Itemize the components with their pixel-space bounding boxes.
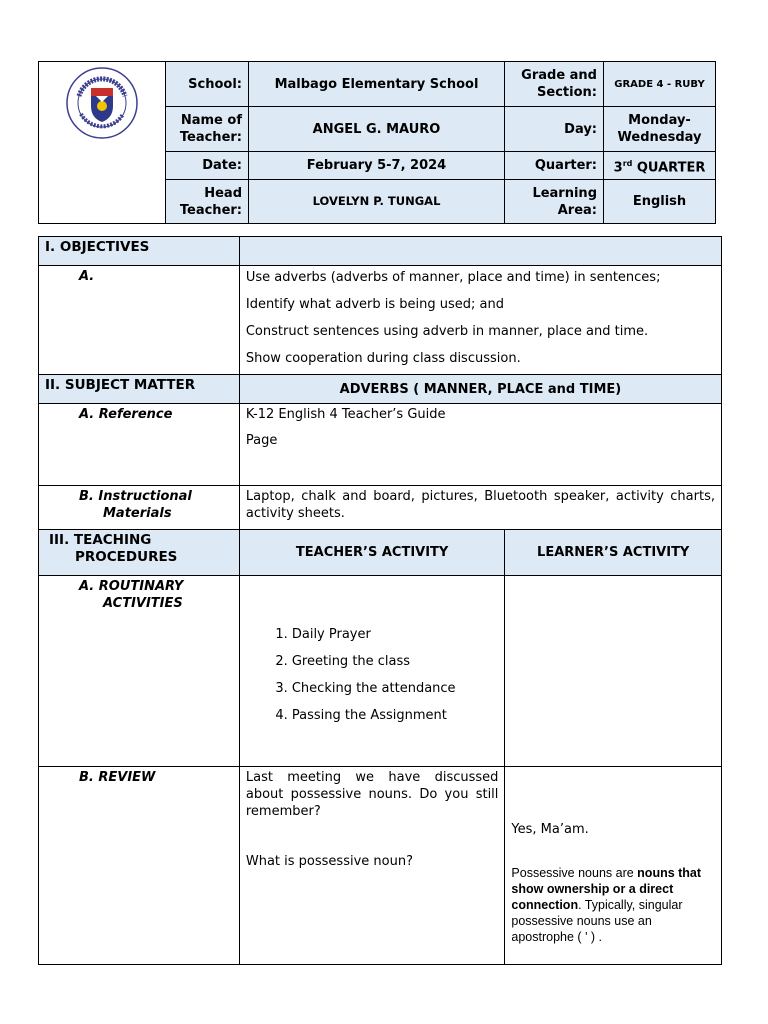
list-item: 1. Daily Prayer [292, 626, 499, 643]
objectives-list [239, 266, 721, 375]
review-teacher-question: What is possessive noun? [245, 854, 413, 869]
date-label: Date: [166, 152, 249, 180]
review-teacher-question: Last meeting we have discussed about possessive nouns. Do you still remember? [245, 770, 499, 819]
objectives-heading: I. OBJECTIVES [39, 237, 240, 266]
header-table [38, 61, 716, 224]
routinary-list [292, 626, 499, 724]
teacher-label: Name of Teacher: [166, 107, 249, 152]
learning-area-value: English [604, 180, 716, 224]
list-item: 2. Greeting the class [292, 653, 499, 670]
review-label: B. REVIEW [39, 767, 240, 965]
subject-title: ADVERBS ( MANNER, PLACE and TIME) [239, 375, 721, 404]
procedures-heading: III. TEACHING PROCEDURES [39, 530, 240, 576]
routinary-learner-cell [505, 576, 722, 767]
learning-area-label: Learning Area: [505, 180, 604, 224]
quarter-label: Quarter: [505, 152, 604, 180]
head-teacher-value: LOVELYN P. TUNGAL [249, 180, 505, 224]
objective-item: Construct sentences using adverb in manner, place and time. [245, 324, 649, 339]
list-item: 4. Passing the Assignment [292, 707, 499, 724]
subject-matter-heading: II. SUBJECT MATTER [39, 375, 240, 404]
routinary-label: A. ROUTINARY ACTIVITIES [39, 576, 240, 767]
day-value: Monday-Wednesday [604, 107, 716, 152]
deped-seal-icon [65, 66, 139, 140]
objective-item: Show cooperation during class discussion. [245, 351, 521, 366]
quarter-value: 3rd QUARTER [604, 152, 716, 180]
objective-item: Use adverbs (adverbs of manner, place and time) in sentences; [245, 270, 661, 285]
reference-label: A. Reference [39, 404, 240, 486]
materials-value: Laptop, chalk and board, pictures, Bluetooth speaker, activity charts, activity sheets. [239, 486, 721, 530]
review-learner-cell [505, 767, 722, 965]
grade-label: Grade and Section: [505, 62, 604, 107]
review-teacher-cell [239, 767, 505, 965]
learner-activity-heading: LEARNER’S ACTIVITY [505, 530, 722, 576]
lesson-plan-table [38, 236, 722, 965]
review-learner-answer: Yes, Ma’am. [511, 822, 589, 837]
head-teacher-label: Head Teacher: [166, 180, 249, 224]
date-value: February 5-7, 2024 [249, 152, 505, 180]
objective-item: Identify what adverb is being used; and [245, 297, 505, 312]
deped-seal-cell [39, 62, 166, 224]
review-learner-answer: Possessive nouns are nouns that show ownership or a direct connection. Typically, singular possessive nouns use an apostrophe ( ' ) . [511, 866, 702, 944]
teacher-activity-heading: TEACHER’S ACTIVITY [239, 530, 505, 576]
objectives-heading-blank [239, 237, 721, 266]
teacher-value: ANGEL G. MAURO [249, 107, 505, 152]
reference-line: K-12 English 4 Teacher’s Guide [245, 407, 446, 422]
reference-value [239, 404, 721, 486]
day-label: Day: [505, 107, 604, 152]
materials-label: B. Instructional Materials [39, 486, 240, 530]
reference-line: Page [245, 433, 278, 448]
school-value: Malbago Elementary School [249, 62, 505, 107]
grade-value: GRADE 4 - RUBY [604, 62, 716, 107]
school-label: School: [166, 62, 249, 107]
objectives-sub-label: A. [39, 266, 240, 375]
routinary-teacher-cell [239, 576, 505, 767]
list-item: 3. Checking the attendance [292, 680, 499, 697]
